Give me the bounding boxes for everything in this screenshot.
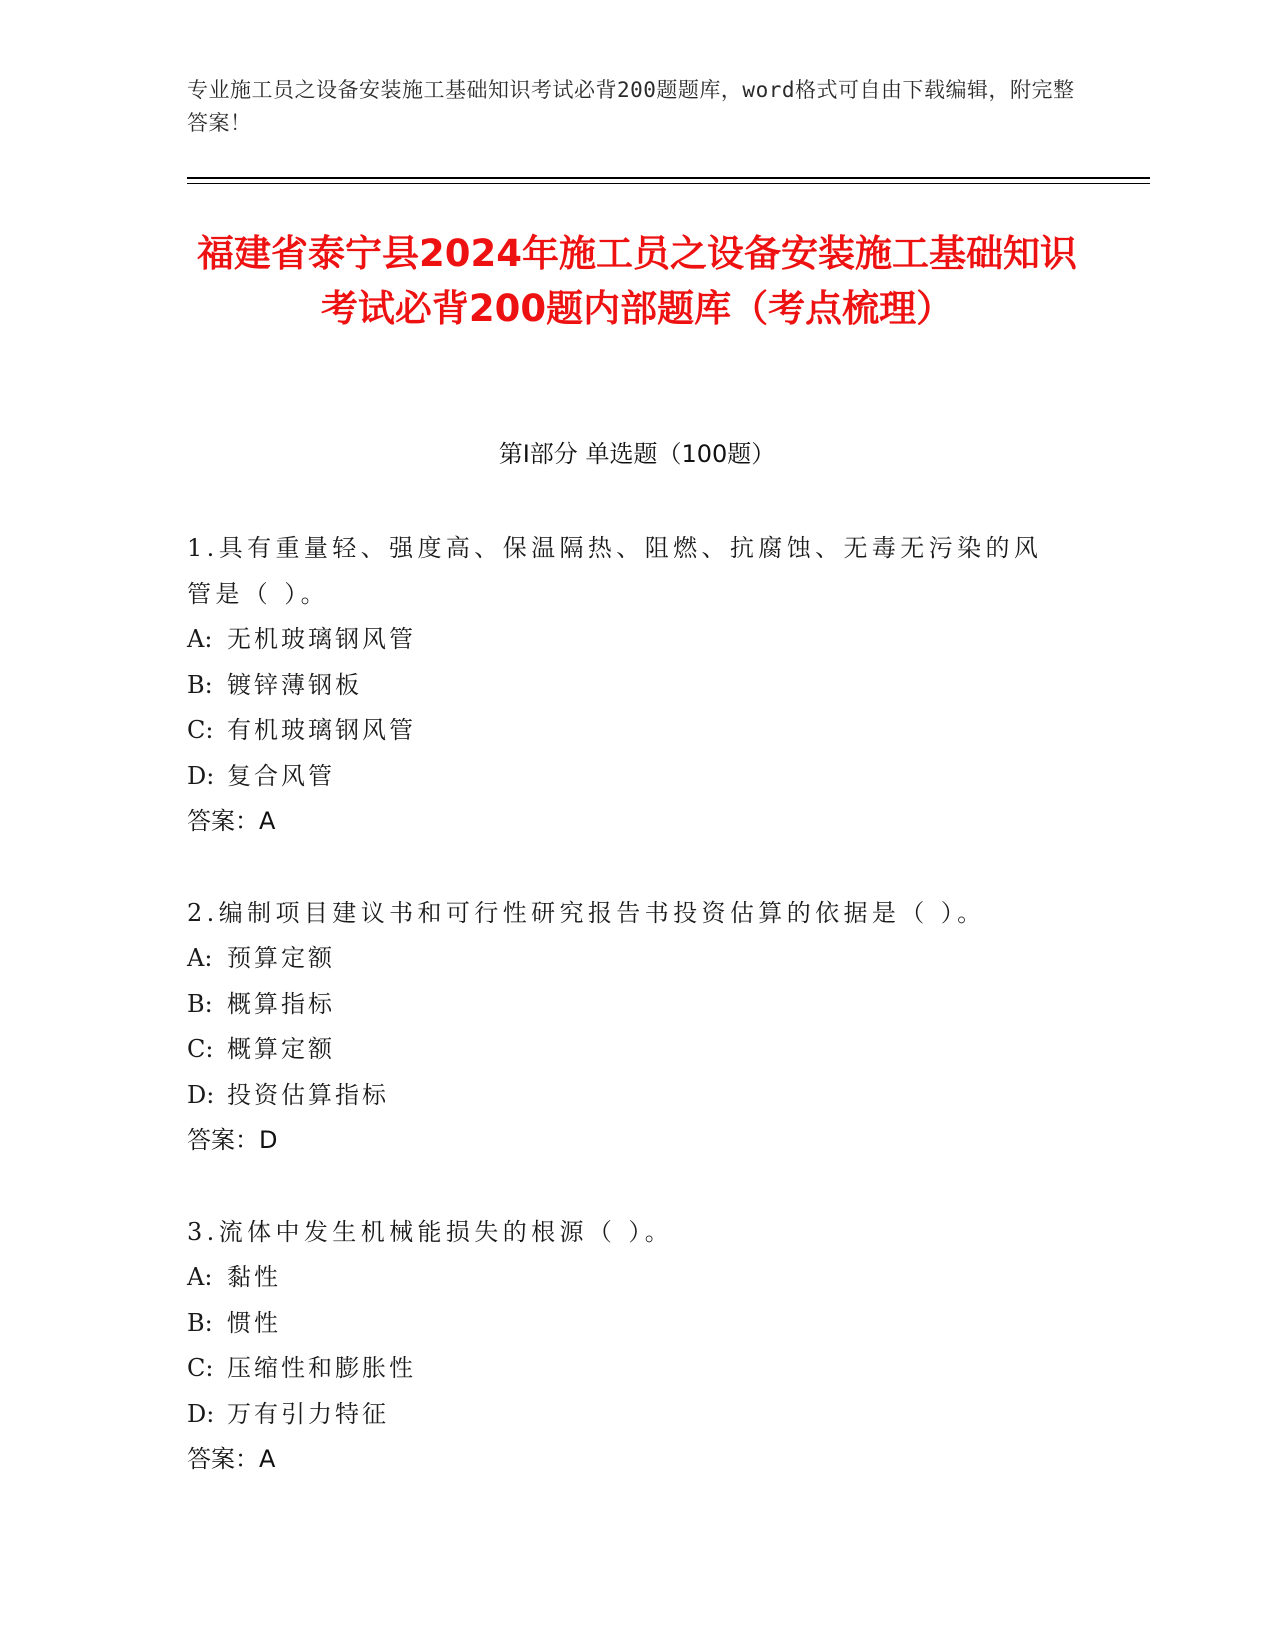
question-2 [187,891,1067,1164]
option-a [187,617,1067,663]
option-key: C: [187,1035,214,1063]
question-stem: 2.编制项目建议书和可行性研究报告书投资估算的依据是（ ）。 [187,898,986,927]
option-a [187,936,1067,982]
option-text: 压缩性和膨胀性 [227,1354,416,1382]
option-key: C: [187,1354,214,1382]
option-c [187,1346,1067,1392]
document-title: 福建省泰宁县2024年施工员之设备安装施工基础知识考试必背200题内部题库（考点梳理） [197,232,1077,330]
option-text: 万有引力特征 [227,1399,389,1428]
option-key: D: [187,1080,215,1109]
option-key: B: [187,670,213,699]
option-c [187,708,1067,754]
option-b [187,663,1067,709]
option-d [187,1073,1067,1119]
option-key: A: [187,1263,213,1291]
option-key: D: [187,761,215,790]
question-stem: 3.流体中发生机械能损失的根源（ ）。 [187,1217,674,1246]
option-b [187,982,1067,1028]
header-divider-thin [187,183,1150,184]
answer-line: 答案：A [187,807,276,835]
question-list [187,526,1067,1529]
question-1 [187,526,1067,845]
option-key: B: [187,989,213,1018]
answer-line: 答案：A [187,1445,276,1473]
section-heading: 第Ⅰ部分 单选题（100题） [498,440,776,468]
option-text: 黏性 [227,1263,281,1291]
option-text: 镀锌薄钢板 [227,670,362,699]
option-a [187,1255,1067,1301]
option-text: 无机玻璃钢风管 [227,625,416,653]
option-d [187,754,1067,800]
option-text: 概算指标 [227,989,335,1018]
header-divider-thick [187,177,1150,179]
header-note: 专业施工员之设备安装施工基础知识考试必背200题题库，word格式可自由下载编辑，附完整答案！ [187,78,1075,135]
option-key: D: [187,1399,215,1428]
option-text: 概算定额 [227,1035,335,1063]
option-text: 预算定额 [227,944,335,972]
option-text: 复合风管 [227,761,335,790]
option-key: B: [187,1308,213,1337]
option-key: A: [187,625,213,653]
question-stem: 1.具有重量轻、强度高、保温隔热、阻燃、抗腐蚀、无毒无污染的风管是（ ）。 [187,534,1043,608]
option-text: 投资估算指标 [227,1080,389,1109]
option-key: C: [187,716,214,744]
option-text: 有机玻璃钢风管 [227,716,416,744]
option-b [187,1301,1067,1347]
question-3 [187,1210,1067,1483]
option-d [187,1392,1067,1438]
option-text: 惯性 [227,1308,281,1337]
answer-line: 答案：D [187,1126,278,1154]
option-key: A: [187,944,213,972]
option-c [187,1027,1067,1073]
